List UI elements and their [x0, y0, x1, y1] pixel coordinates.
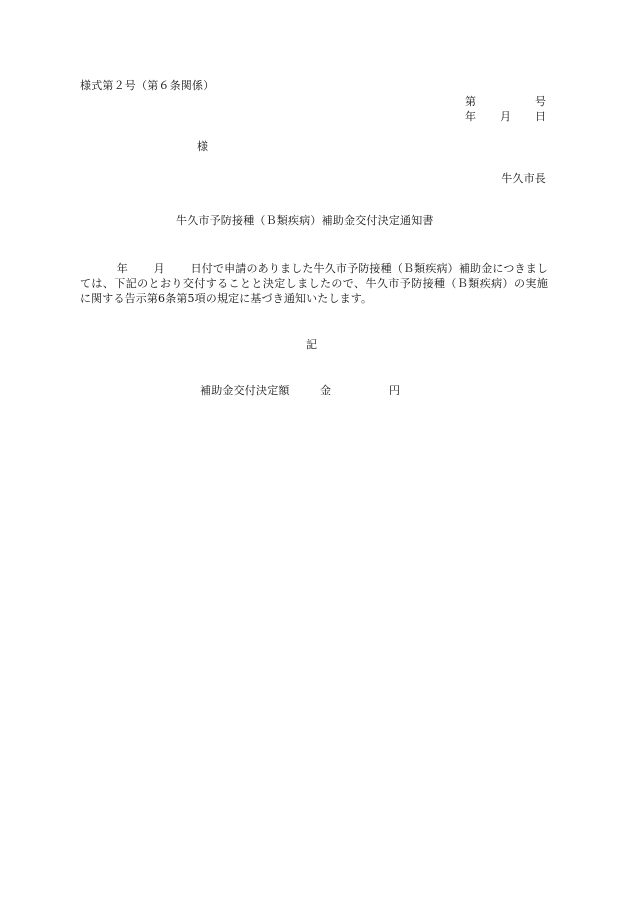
- addressee-suffix: 様: [197, 140, 209, 153]
- document-title: 牛久市予防接種（Ｂ類疾病）補助金交付決定通知書: [176, 214, 434, 227]
- form-number: 様式第２号（第６条関係）: [80, 79, 215, 92]
- body-year-label: 年: [116, 262, 128, 275]
- document-number-suffix: 号: [535, 95, 547, 108]
- document-number-prefix: 第: [465, 95, 477, 108]
- date-year-label: 年: [465, 110, 477, 123]
- date-day-label: 日: [535, 110, 547, 123]
- ki-heading: 記: [306, 338, 318, 351]
- body-text: 日付で申請のありました牛久市予防接種（Ｂ類疾病）補助金につきましては、下記のとおり交付することと決定しましたので、牛久市予防接種（Ｂ類疾病）の実施に関する告示第6条第5項の規定に基づき通知いたします。: [80, 262, 549, 305]
- sender-name: 牛久市長: [501, 172, 546, 185]
- amount-yen: 円: [389, 384, 401, 397]
- amount-kin: 金: [320, 384, 332, 397]
- body-paragraph: [80, 261, 548, 306]
- amount-label: 補助金交付決定額: [200, 384, 290, 397]
- date-month-label: 月: [500, 110, 512, 123]
- body-month-label: 月: [153, 262, 165, 275]
